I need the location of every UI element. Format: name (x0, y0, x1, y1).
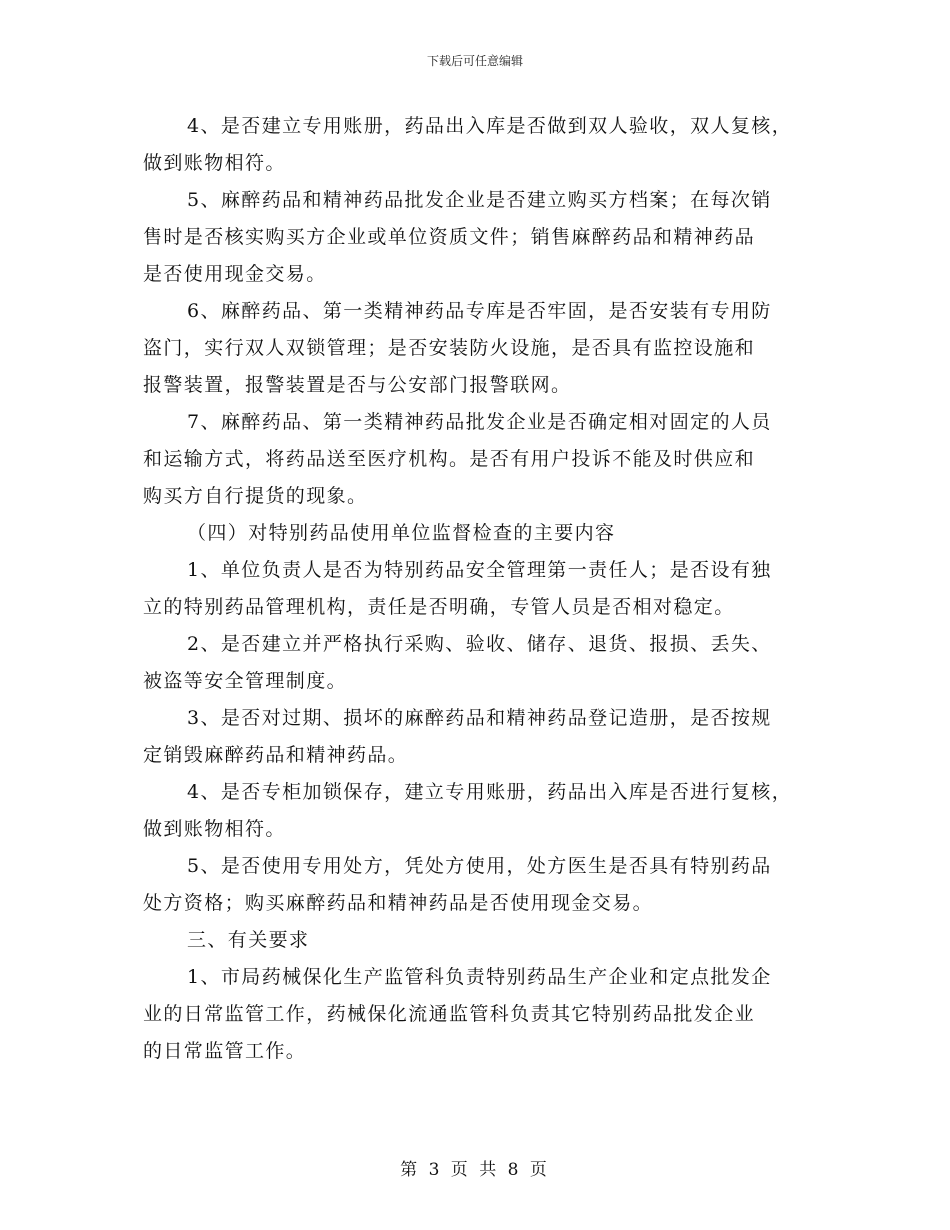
paragraph-line: 立的特别药品管理机构，责任是否明确，专管人员是否相对稳定。 (143, 596, 735, 618)
paragraph (143, 922, 815, 959)
paragraph-line: 是否使用现金交易。 (143, 263, 327, 285)
paragraph (143, 293, 815, 404)
paragraph-line: 6、麻醉药品、第一类精神药品专库是否牢固，是否安装有专用防 (187, 300, 772, 322)
page-number: 第 3 页 共 8 页 (400, 1160, 550, 1180)
paragraph-line: 定销毁麻醉药品和精神药品。 (143, 744, 409, 766)
paragraph-line: 被盗等安全管理制度。 (143, 670, 348, 692)
paragraph (143, 700, 815, 774)
paragraph-line: 7、麻醉药品、第一类精神药品批发企业是否确定相对固定的人员 (187, 411, 772, 433)
page-header: 下载后可任意编辑 (426, 54, 523, 68)
paragraph-line: 5、麻醉药品和精神药品批发企业是否建立购买方档案；在每次销 (187, 189, 772, 211)
document-body (143, 108, 815, 1070)
paragraph-line: 盗门，实行双人双锁管理；是否安装防火设施，是否具有监控设施和 (143, 337, 756, 359)
paragraph-line: 购买方自行提货的现象。 (143, 485, 368, 507)
paragraph (143, 515, 815, 552)
paragraph-line: 业的日常监管工作，药械保化流通监管科负责其它特别药品批发企业 (143, 1003, 756, 1025)
paragraph (143, 848, 815, 922)
paragraph (143, 108, 815, 182)
paragraph-line: 1、市局药械保化生产监管科负责特别药品生产企业和定点批发企 (187, 966, 772, 988)
paragraph-line: 报警装置，报警装置是否与公安部门报警联网。 (143, 374, 572, 396)
paragraph-line: 做到账物相符。 (143, 152, 286, 174)
paragraph-line: 售时是否核实购买方企业或单位资质文件；销售麻醉药品和精神药品 (143, 226, 756, 248)
paragraph-line: 的日常监管工作。 (143, 1040, 307, 1062)
paragraph-line: 做到账物相符。 (143, 818, 286, 840)
paragraph-line: （四）对特别药品使用单位监督检查的主要内容 (187, 522, 616, 544)
paragraph-line: 三、有关要求 (187, 929, 310, 951)
paragraph-line: 1、单位负责人是否为特别药品安全管理第一责任人；是否设有独 (187, 559, 772, 581)
paragraph-line: 和运输方式，将药品送至医疗机构。是否有用户投诉不能及时供应和 (143, 448, 756, 470)
paragraph (143, 182, 815, 293)
paragraph (143, 404, 815, 515)
paragraph (143, 774, 815, 848)
paragraph-line: 5、是否使用专用处方，凭处方使用，处方医生是否具有特别药品 (187, 855, 772, 877)
paragraph (143, 626, 815, 700)
paragraph-line: 3、是否对过期、损坏的麻醉药品和精神药品登记造册，是否按规 (187, 707, 772, 729)
paragraph (143, 552, 815, 626)
paragraph-line: 2、是否建立并严格执行采购、验收、储存、退货、报损、丢失、 (187, 633, 772, 655)
paragraph-line: 处方资格；购买麻醉药品和精神药品是否使用现金交易。 (143, 892, 654, 914)
paragraph-line: 4、是否建立专用账册，药品出入库是否做到双人验收，双人复核， (187, 115, 793, 137)
paragraph (143, 959, 815, 1070)
paragraph-line: 4、是否专柜加锁保存，建立专用账册，药品出入库是否进行复核， (187, 781, 793, 803)
